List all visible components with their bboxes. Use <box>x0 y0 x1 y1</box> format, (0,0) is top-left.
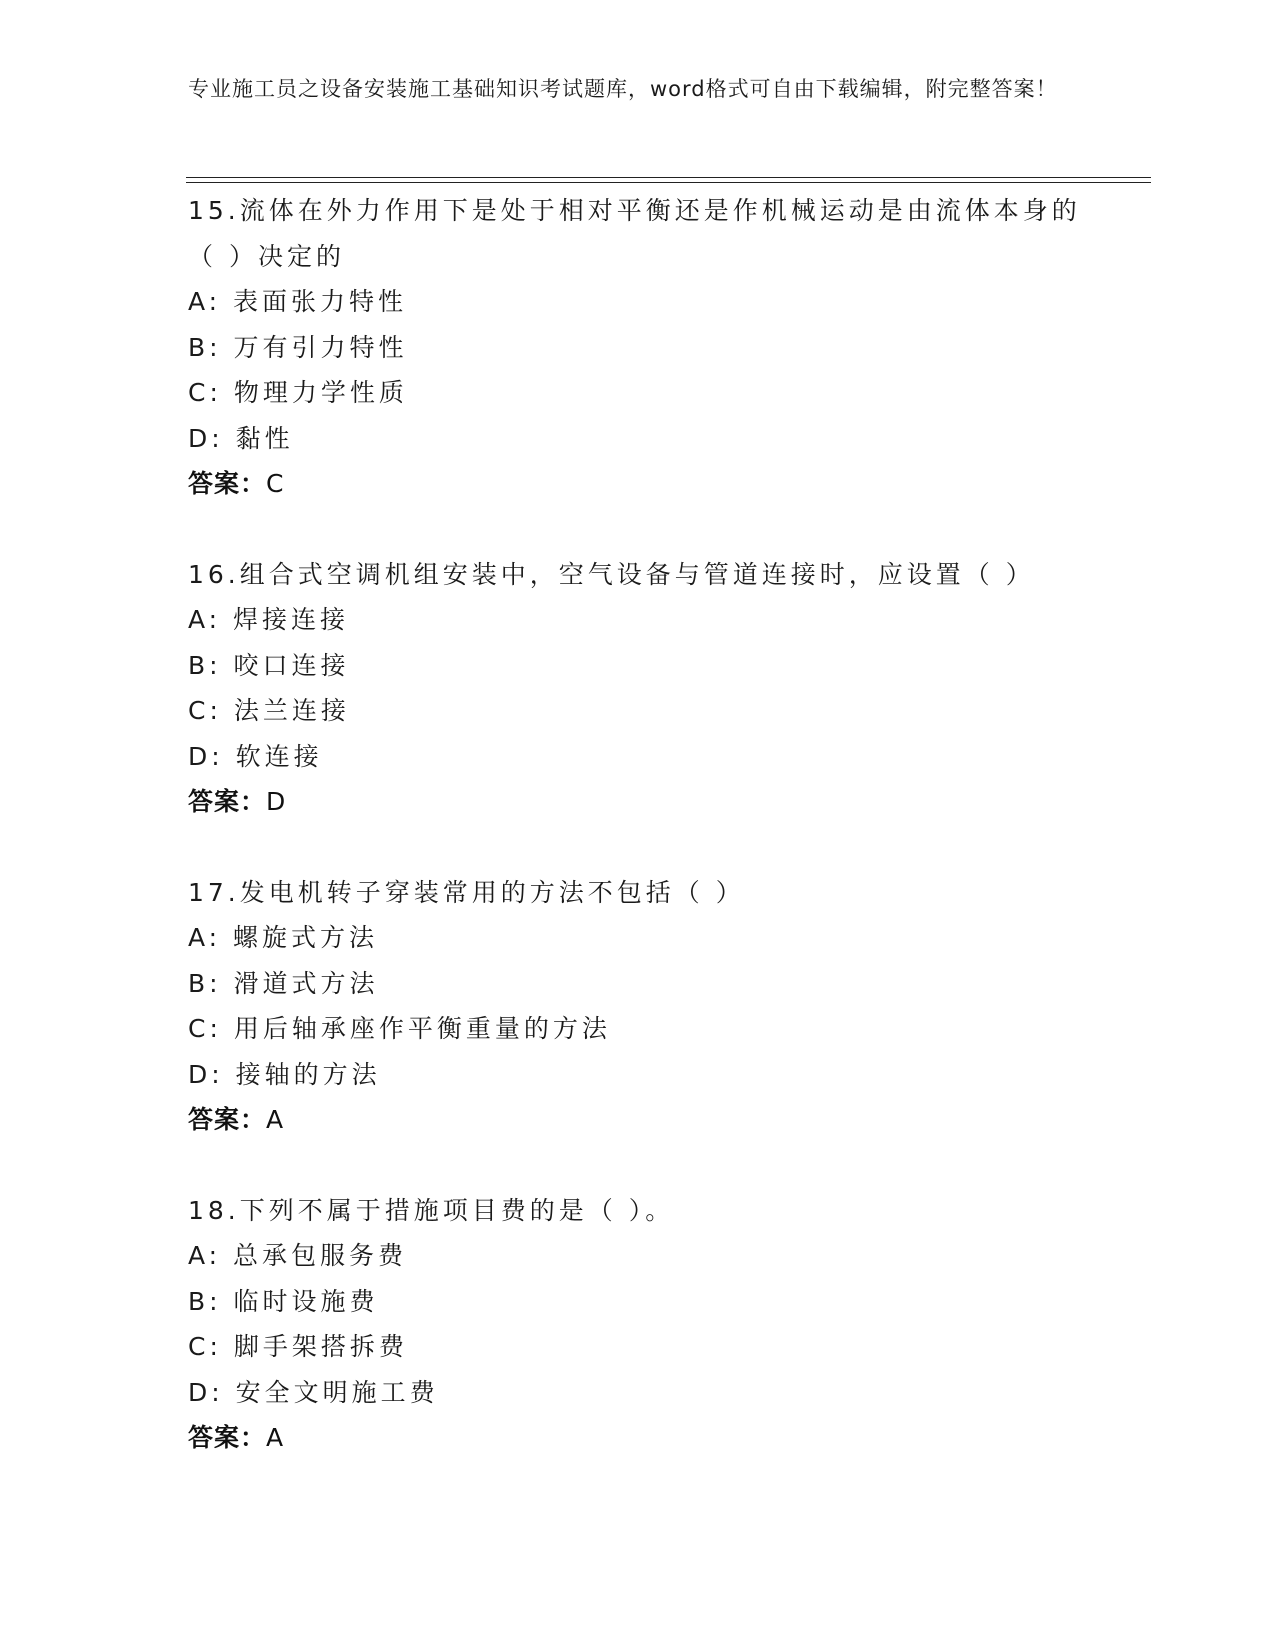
question-stem: 15.流体在外力作用下是处于相对平衡还是作机械运动是由流体本身的（ ）决定的 <box>188 196 1081 271</box>
question-stem: 16.组合式空调机组安装中，空气设备与管道连接时，应设置（ ） <box>188 559 1035 589</box>
option-b: B: 咬口连接 <box>188 650 350 680</box>
option-c: C: 脚手架搭拆费 <box>188 1332 408 1361</box>
answer-label: 答案： <box>188 1105 267 1134</box>
option-b: B: 万有引力特性 <box>188 332 408 362</box>
option-a: A: 表面张力特性 <box>188 287 408 316</box>
question-stem: 17.发电机转子穿装常用的方法不包括（ ） <box>188 877 745 907</box>
answer-value: C <box>266 469 285 498</box>
answer-line <box>188 461 1088 507</box>
answer-value: D <box>266 787 287 816</box>
answer-label: 答案： <box>188 1423 267 1452</box>
option-d: D: 安全文明施工费 <box>188 1377 439 1407</box>
answer-label: 答案： <box>188 469 267 498</box>
question-15 <box>188 188 1088 507</box>
question-list <box>188 188 1088 1506</box>
question-16 <box>188 552 1088 825</box>
option-a: A: 螺旋式方法 <box>188 923 379 952</box>
option-b: B: 临时设施费 <box>188 1286 379 1316</box>
header-divider-top <box>186 177 1151 178</box>
option-d: D: 黏性 <box>188 423 294 453</box>
question-17 <box>188 870 1088 1143</box>
answer-value: A <box>266 1105 285 1134</box>
option-d: D: 接轴的方法 <box>188 1059 381 1089</box>
document-header: 专业施工员之设备安装施工基础知识考试题库，word格式可自由下载编辑，附完整答案！ <box>188 77 1058 101</box>
option-a: A: 焊接连接 <box>188 605 350 634</box>
option-c: C: 法兰连接 <box>188 696 350 725</box>
option-c: C: 物理力学性质 <box>188 378 408 407</box>
question-18 <box>188 1188 1088 1461</box>
header-divider-bottom <box>186 182 1151 183</box>
answer-line <box>188 1097 1088 1143</box>
option-b: B: 滑道式方法 <box>188 968 379 998</box>
option-d: D: 软连接 <box>188 741 323 771</box>
answer-label: 答案： <box>188 787 267 816</box>
option-a: A: 总承包服务费 <box>188 1241 408 1270</box>
answer-line <box>188 779 1088 825</box>
answer-value: A <box>266 1423 285 1452</box>
answer-line <box>188 1415 1088 1461</box>
option-c: C: 用后轴承座作平衡重量的方法 <box>188 1014 611 1043</box>
question-stem: 18.下列不属于措施项目费的是（ ）。 <box>188 1195 675 1225</box>
